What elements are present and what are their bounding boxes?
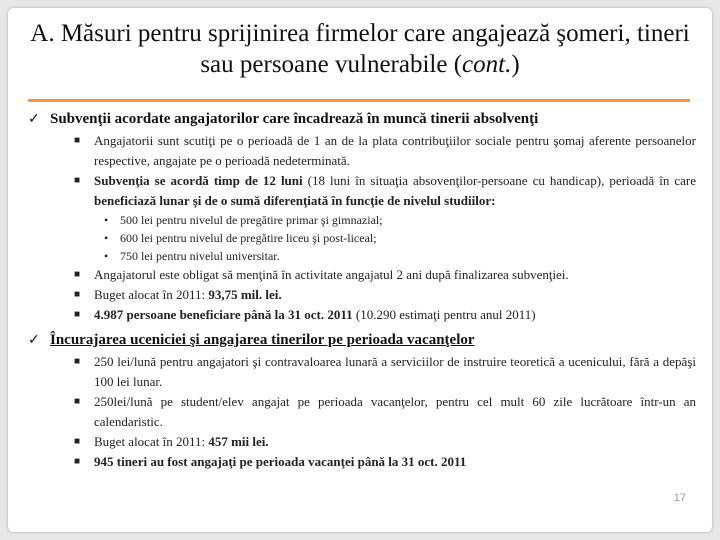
dot-bullet-icon: • — [104, 213, 109, 227]
list-item: ■ 4.987 persoane beneficiare până la 31 oct. 2011 (10.290 estimaţi pentru anul 2011) — [74, 305, 696, 325]
square-bullet-icon: ■ — [74, 289, 81, 300]
square-bullet-icon: ■ — [74, 175, 81, 186]
list-item: ■ 250lei/lună pe student/elev angajat pe perioada vacanţelor, pentru cel mult 60 zile lucrătoare într-un an calendaristic. — [74, 394, 696, 429]
section-heading-text: Încurajarea uceniciei şi angajarea tinerilor pe perioada vacanţelor — [50, 332, 475, 348]
level-item: • 600 lei pentru nivelul de pregătire liceu şi post-liceal; — [104, 231, 377, 245]
content — [28, 110, 696, 474]
square-bullet-icon: ■ — [74, 356, 81, 367]
page-title — [18, 18, 702, 80]
list-item: ■ Angajatorul este obligat să menţină în activitate angajatul 2 ani după finalizarea subvenţiei. — [74, 265, 696, 285]
square-bullet-icon: ■ — [74, 135, 81, 146]
level-item: • 750 lei pentru nivelul universitar. — [104, 249, 280, 263]
page-number: 17 — [673, 492, 686, 504]
title-divider — [28, 99, 690, 102]
levels-list — [94, 211, 696, 265]
list-item: ■ Angajatorii sunt scutiţi pe o perioadă de 1 an de la plata contribuţiilor sociale pentru şomaj aferente persoanelor respective, angajate pe o perioadă nedeterminată. — [74, 133, 696, 168]
square-bullet-icon: ■ — [74, 456, 81, 467]
section-heading-text: Subvenţii acordate angajatorilor care încadrează în muncă tinerii absolvenţi — [50, 111, 539, 127]
list-item: ■ Buget alocat în 2011: 93,75 mil. lei. — [74, 285, 696, 305]
square-bullet-icon: ■ — [74, 309, 81, 320]
title-text: A. Măsuri pentru sprijinirea firmelor care angajează şomeri, tineri sau persoane vulnerabile ( — [30, 20, 690, 78]
section1-list — [28, 131, 696, 325]
title-close: ) — [511, 51, 520, 78]
list-item: ■ 945 tineri au fost angajaţi pe perioada vacanţei până la 31 oct. 2011 — [74, 452, 696, 472]
section2-list — [28, 352, 696, 472]
dot-bullet-icon: • — [104, 231, 109, 245]
square-bullet-icon: ■ — [74, 269, 81, 280]
title-italic: cont. — [462, 51, 512, 78]
slide — [8, 8, 712, 532]
list-item: ■ Buget alocat în 2011: 457 mii lei. — [74, 432, 696, 452]
checkmark-icon: ✓ — [28, 112, 40, 127]
square-bullet-icon: ■ — [74, 396, 81, 407]
section-heading-apprenticeship — [28, 331, 696, 350]
checkmark-icon: ✓ — [28, 333, 40, 348]
list-item: ■ 250 lei/lună pentru angajatori şi contravaloarea lunară a serviciilor de instruire teoretică a ucenicului, fără a depăşi 100 lei lunar. — [74, 354, 696, 389]
level-item: • 500 lei pentru nivelul de pregătire primar şi gimnazial; — [104, 213, 383, 227]
dot-bullet-icon: • — [104, 249, 109, 263]
list-item: ■ Subvenţia se acordă timp de 12 luni (18 luni în situaţia absovenţilor-persoane cu handicap), perioadă în care beneficiază lunar şi de o sumă diferenţiată în funcţie de nivelul studiilor: • 500 lei pentru nivelul de pregătire primar şi gimnazial; • 600 lei pentru nivelul de pregătire liceu şi post-liceal; • 750 lei pentru nivelul universitar. — [74, 173, 696, 263]
section-heading-subsidies — [28, 110, 696, 129]
square-bullet-icon: ■ — [74, 436, 81, 447]
